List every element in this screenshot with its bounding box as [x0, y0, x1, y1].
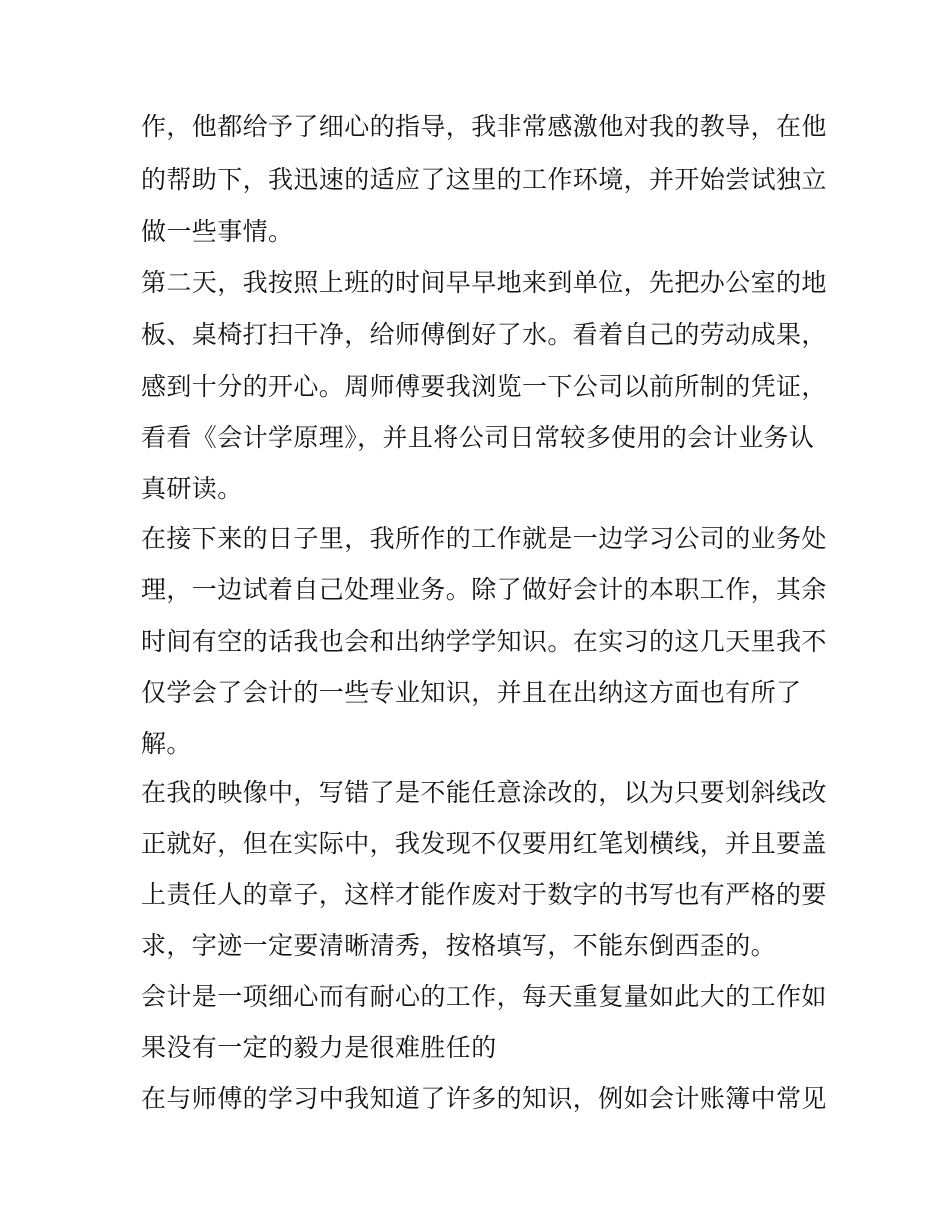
text-line: 的帮助下，我迅速的适应了这里的工作环境，并开始尝试独立: [141, 165, 827, 194]
text-line: 解。: [141, 729, 192, 758]
text-line: 果没有一定的毅力是很难胜任的: [141, 1033, 497, 1062]
text-line: 感到十分的开心。周师傅要我浏览一下公司以前所制的凭证，: [141, 372, 827, 401]
text-line: 作，他都给予了细心的指导，我非常感激他对我的教导，在他: [141, 112, 827, 141]
text-line: 时间有空的话我也会和出纳学学知识。在实习的这几天里我不: [141, 627, 827, 656]
text-line: 板、桌椅打扫干净，给师傅倒好了水。看着自己的劳动成果，: [141, 320, 827, 349]
text-line: 会计是一项细心而有耐心的工作，每天重复量如此大的工作如: [141, 982, 827, 1011]
text-line: 看看《会计学原理》，并且将公司日常较多使用的会计业务认: [141, 423, 815, 452]
text-line: 真研读。: [141, 474, 243, 503]
text-line: 理，一边试着自己处理业务。除了做好会计的本职工作，其余: [141, 575, 827, 604]
text-line: 仅学会了会计的一些专业知识，并且在出纳这方面也有所了: [141, 678, 802, 707]
text-line: 上责任人的章子，这样才能作废对于数字的书写也有严格的要: [141, 880, 827, 909]
text-line: 第二天，我按照上班的时间早早地来到单位，先把办公室的地: [141, 268, 827, 297]
text-line: 在与师傅的学习中我知道了许多的知识，例如会计账簿中常见: [141, 1084, 827, 1113]
text-line: 求，字迹一定要清晰清秀，按格填写，不能东倒西歪的。: [141, 931, 777, 960]
text-line: 正就好，但在实际中，我发现不仅要用红笔划横线，并且要盖: [141, 829, 827, 858]
text-line: 在接下来的日子里，我所作的工作就是一边学习公司的业务处: [141, 524, 827, 553]
text-line: 做一些事情。: [141, 217, 294, 246]
text-line: 在我的映像中，写错了是不能任意涂改的，以为只要划斜线改: [141, 778, 827, 807]
